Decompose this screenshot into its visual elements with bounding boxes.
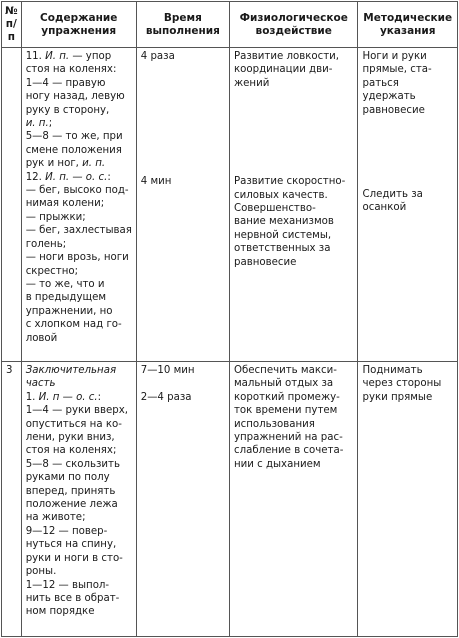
notes-cell xyxy=(358,48,458,362)
notes-11: Ноги и руки прямые, ста- раться удержать равновесие xyxy=(362,51,432,116)
notes-12: Следить за осанкой xyxy=(362,189,423,214)
table-row xyxy=(2,362,458,637)
row-number: 3 xyxy=(2,362,22,637)
exercise-content-cell xyxy=(21,48,136,362)
header-exercise-content: Содержание упражнения xyxy=(21,2,136,48)
exercise-1: 1. И. п — о. с.: 1—4 — руки вверх, опуститься на ко- лени, руки вниз, стоя на коленях; 5—8 — скользить руками по полу вперед, принять положение лежа на животе; 9—12 — повер- нуться на спину, руки и ноги в сто- роны. 1—12 — выпол- нить все в обрат- ном порядке xyxy=(25,391,129,618)
exercise-12: 12. И. п. — о. с.: — бег, высоко под- нимая колени; — прыжки; — бег, захлестывая голень; — ноги врозь, ноги скрестно; — то же, что и в предыдущем упражнении, но с хлопком над го- ловой xyxy=(25,171,132,344)
duration-cell xyxy=(136,48,229,362)
exercise-11: 11. И. п. — упор стоя на коленях: 1—4 — правую ногу назад, левую руку в сторону, и. п.; 5—8 — то же, при смене положения рук и ног, и. п. xyxy=(25,51,125,170)
part-title: Заключительная часть xyxy=(25,365,117,390)
header-number: № п/п xyxy=(2,2,22,48)
table-row xyxy=(2,48,458,362)
row-number xyxy=(2,48,22,362)
exercise-content-cell xyxy=(21,362,136,637)
table-header-row xyxy=(2,2,458,48)
effect-cell xyxy=(229,48,358,362)
header-method-notes: Методические указания xyxy=(358,2,458,48)
effect-12: Развитие скоростно- силовых качеств. Совершенство- вание механизмов нервной системы, ответственных за равновесие xyxy=(233,176,346,268)
duration-exercise: 2—4 раза xyxy=(140,392,192,404)
duration-12: 4 мин xyxy=(140,176,172,188)
effect-11: Развитие ловкости, координации дви- жений xyxy=(233,51,340,89)
duration-part: 7—10 мин xyxy=(140,365,195,376)
exercise-table xyxy=(1,1,458,637)
duration-cell xyxy=(136,362,229,637)
duration-11: 4 раза xyxy=(140,51,175,62)
effect-cell: Обеспечить макси- мальный отдых за короткий промежу- ток времени путем использования упражнений на рас- слабление в сочета- нии с дыханием xyxy=(229,362,358,637)
notes-cell: Поднимать через стороны руки прямые xyxy=(358,362,458,637)
header-duration: Время выполнения xyxy=(136,2,229,48)
header-physiological-effect: Физиологическое воздействие xyxy=(229,2,358,48)
